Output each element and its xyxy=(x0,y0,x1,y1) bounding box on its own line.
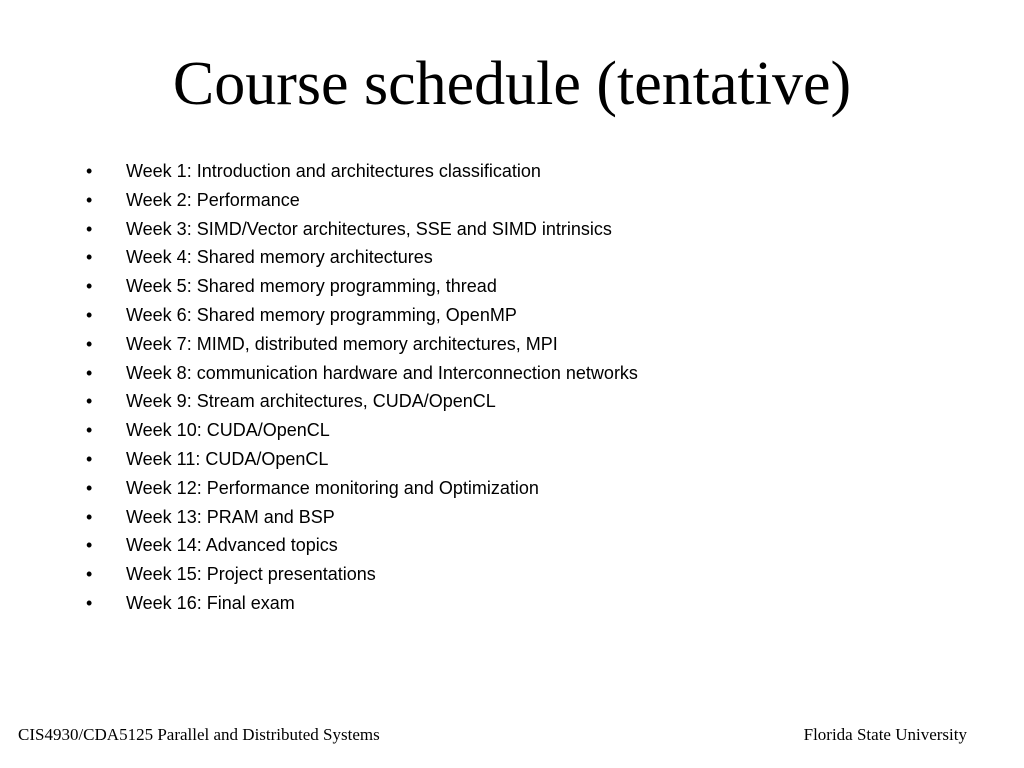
list-item xyxy=(86,215,638,244)
list-item-text: Week 6: Shared memory programming, OpenMP xyxy=(126,304,517,325)
list-item-text: Week 5: Shared memory programming, thread xyxy=(126,276,497,297)
bullet-icon: • xyxy=(86,189,93,210)
bullet-icon: • xyxy=(86,362,93,383)
list-item xyxy=(86,272,638,301)
footer-institution: Florida State University xyxy=(803,725,967,744)
list-item xyxy=(86,359,638,388)
list-item-text: Week 8: communication hardware and Interconnection networks xyxy=(126,362,638,383)
list-item-text: Week 1: Introduction and architectures classification xyxy=(126,161,541,181)
schedule-list xyxy=(86,157,638,618)
list-item-text: Week 7: MIMD, distributed memory architectures, MPI xyxy=(126,333,558,354)
bullet-icon: • xyxy=(86,448,93,469)
list-item xyxy=(86,330,638,359)
list-item xyxy=(86,157,638,186)
list-item-text: Week 9: Stream architectures, CUDA/OpenCL xyxy=(126,391,496,412)
list-item-text: Week 15: Project presentations xyxy=(126,564,376,585)
list-item-text: Week 11: CUDA/OpenCL xyxy=(126,448,329,469)
list-item xyxy=(86,474,638,503)
list-item-text: Week 10: CUDA/OpenCL xyxy=(126,420,330,441)
list-item xyxy=(86,589,638,618)
bullet-icon: • xyxy=(86,535,93,556)
list-item-text: Week 14: Advanced topics xyxy=(126,535,338,556)
list-item xyxy=(86,560,638,589)
list-item xyxy=(86,387,638,416)
bullet-icon: • xyxy=(86,506,93,527)
bullet-icon: • xyxy=(86,333,93,354)
list-item-text: Week 2: Performance xyxy=(126,189,300,210)
bullet-icon: • xyxy=(86,218,93,239)
list-item xyxy=(86,186,638,215)
bullet-icon: • xyxy=(86,247,93,268)
list-item xyxy=(86,503,638,532)
list-item-text: Week 16: Final exam xyxy=(126,592,295,613)
bullet-icon: • xyxy=(86,161,93,181)
list-item xyxy=(86,531,638,560)
bullet-icon: • xyxy=(86,592,93,613)
footer-course-name: CIS4930/CDA5125 Parallel and Distributed Systems xyxy=(18,725,380,744)
bullet-icon: • xyxy=(86,276,93,297)
list-item-text: Week 4: Shared memory architectures xyxy=(126,247,433,268)
bullet-icon: • xyxy=(86,564,93,585)
slide-title: Course schedule (tentative) xyxy=(172,50,852,118)
list-item-text: Week 3: SIMD/Vector architectures, SSE and SIMD intrinsics xyxy=(126,218,612,239)
bullet-icon: • xyxy=(86,477,93,498)
list-item-text: Week 13: PRAM and BSP xyxy=(126,506,335,527)
list-item xyxy=(86,445,638,474)
list-item xyxy=(86,301,638,330)
list-item xyxy=(86,243,638,272)
list-item-text: Week 12: Performance monitoring and Optimization xyxy=(126,477,539,498)
bullet-icon: • xyxy=(86,420,93,441)
list-item xyxy=(86,416,638,445)
bullet-icon: • xyxy=(86,304,93,325)
bullet-icon: • xyxy=(86,391,93,412)
